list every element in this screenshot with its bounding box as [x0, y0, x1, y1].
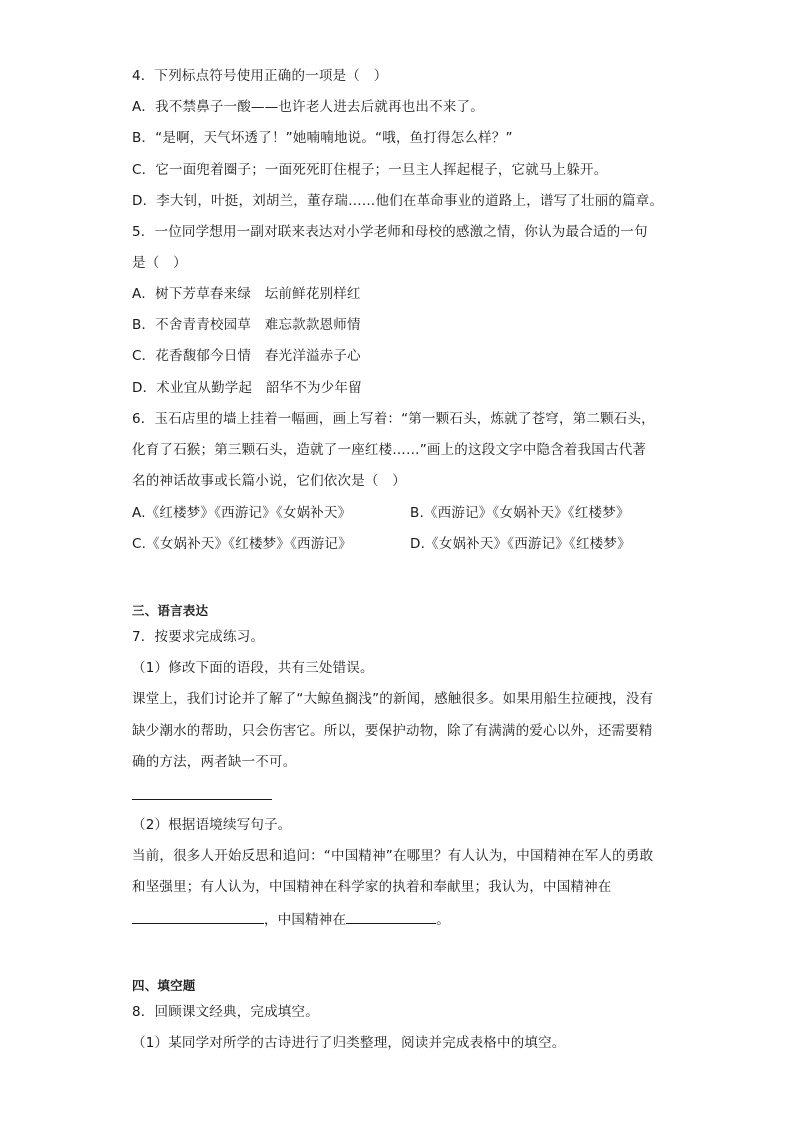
q7-part1-title: （1）修改下面的语段，共有三处错误。 [132, 660, 374, 676]
q5-option-d: D．术业宜从勤学起 韶华不为少年留 [132, 380, 362, 396]
q8-part1: （1）某同学对所学的古诗进行了归类整理，阅读并完成表格中的填空。 [132, 1035, 566, 1051]
q4-option-a: A．我不禁鼻子一酸——也许老人进去后就再也出不来了。 [132, 99, 484, 115]
q6-stem-line3: 名的神话故事或长篇小说，它们依次是（ ） [132, 473, 406, 489]
q4-stem: 4．下列标点符号使用正确的一项是（ ） [132, 68, 388, 84]
q6-option-d: D.《女娲补天》《西游记》《红楼梦》 [410, 536, 631, 552]
q7-part2-line1: 当前，很多人开始反思和追问：“中国精神”在哪里？有人认为，中国精神在军人的勇敢 [132, 848, 654, 864]
q4-option-d: D．李大钊，叶挺，刘胡兰，董存瑞……他们在革命事业的道路上，谱写了壮丽的篇章。 [132, 193, 664, 209]
q7-part1-line1: 课堂上，我们讨论并了解了“大鲸鱼搁浅”的新闻，感触很多。如果用船生拉硬拽，没有 [132, 691, 654, 707]
q7-part2-mid-text: ，中国精神在 [264, 912, 347, 928]
q8-stem: 8．回顾课文经典，完成填空。 [132, 1004, 319, 1020]
section4-heading: 四、填空题 [132, 978, 196, 993]
q7-part1-line2: 缺少潮水的帮助，只会伤害它。所以，要保护动物，除了有满满的爱心以外，还需要精 [132, 723, 653, 739]
q4-option-c: C．它一面兜着圈子；一面死死盯住棍子；一旦主人挥起棍子，它就马上躲开。 [132, 162, 608, 178]
q6-stem-line1: 6．玉石店里的墙上挂着一幅画，画上写着：“第一颗石头，炼就了苍穹，第二颗石头， [132, 411, 655, 427]
q6-option-b: B.《西游记》《女娲补天》《红楼梦》 [410, 505, 630, 521]
q5-option-b: B．不舍青青校园草 难忘款款恩师情 [132, 317, 361, 333]
q7-part2-end-text: 。 [436, 912, 450, 928]
q5-stem-line1: 5．一位同学想用一副对联来表达对小学老师和母校的感激之情，你认为最合适的一句 [132, 224, 648, 240]
q6-option-c: C.《女娲补天》《红楼梦》《西游记》 [132, 536, 352, 552]
q7-part2-line3 [132, 908, 450, 930]
answer-line-q7-part1[interactable] [132, 799, 272, 800]
answer-blank-1[interactable] [132, 908, 264, 924]
q7-stem: 7．按要求完成练习。 [132, 629, 265, 645]
q4-option-b: B．“是啊，天气坏透了！”她喃喃地说。“哦，鱼打得怎么样？” [132, 130, 513, 146]
q7-part2-line2: 和坚强里；有人认为，中国精神在科学家的执着和奉献里；我认为，中国精神在 [132, 879, 612, 895]
q5-stem-line2: 是（ ） [132, 255, 187, 271]
q7-part2-title: （2）根据语境续写句子。 [132, 817, 292, 833]
answer-blank-2[interactable] [346, 908, 436, 924]
section3-heading: 三、语言表达 [132, 603, 209, 618]
q5-option-c: C．花香馥郁今日情 春光洋溢赤子心 [132, 348, 361, 364]
q5-option-a: A．树下芳草春来绿 坛前鲜花别样红 [132, 286, 361, 302]
q6-stem-line2: 化育了石猴；第三颗石头，造就了一座红楼……”画上的这段文字中隐含着我国古代著 [132, 442, 647, 458]
q7-part1-line3: 确的方法，两者缺一不可。 [132, 754, 297, 770]
q6-option-a: A.《红楼梦》《西游记》《女娲补天》 [132, 505, 352, 521]
